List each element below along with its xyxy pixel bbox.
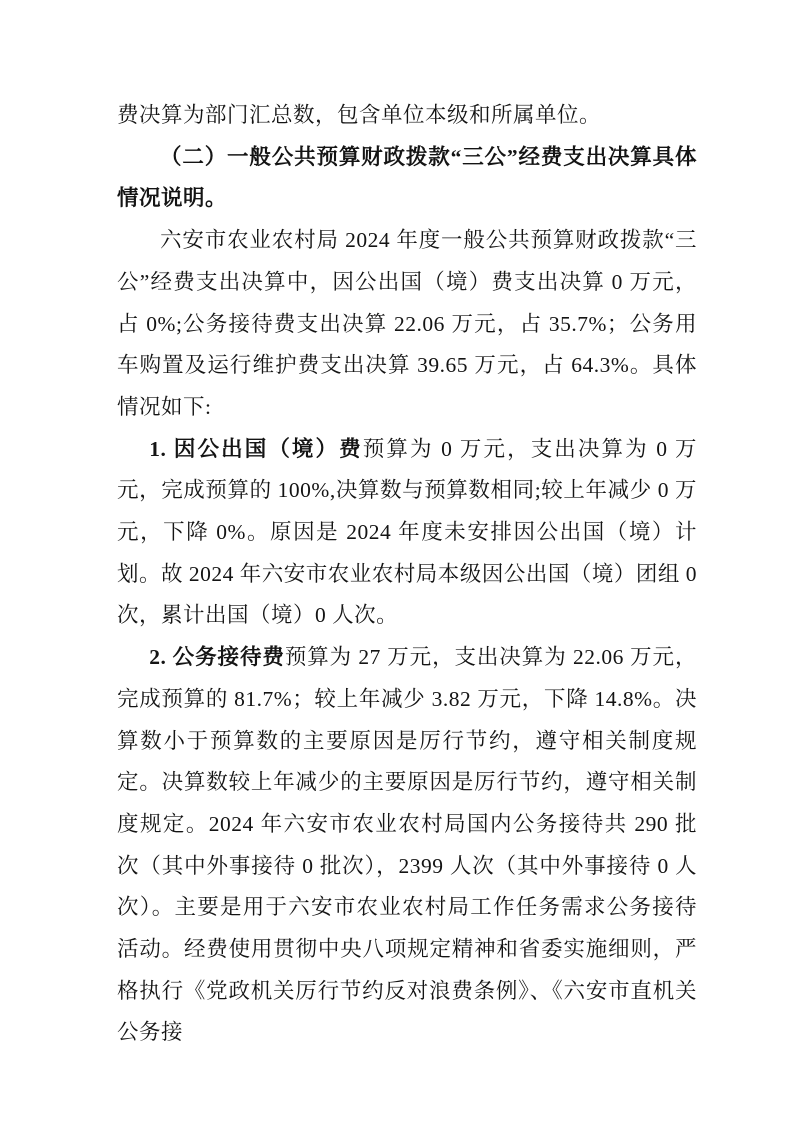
paragraph-text: 费决算为部门汇总数，包含单位本级和所属单位。 bbox=[117, 103, 602, 127]
item-1-label: 1. 因公出国（境）费 bbox=[149, 436, 363, 461]
section-heading-text: （二）一般公共预算财政拨款“三公”经费支出决算具体情况说明。 bbox=[117, 144, 697, 211]
paragraph-item-1 bbox=[117, 429, 697, 638]
section-heading bbox=[117, 137, 697, 220]
document-body bbox=[117, 95, 697, 1054]
paragraph-overview bbox=[117, 220, 697, 429]
item-2-label: 2. 公务接待费 bbox=[149, 645, 285, 670]
paragraph-item-2 bbox=[117, 637, 697, 1054]
paragraph-text: 六安市农业农村局 2024 年度一般公共预算财政拨款“三公”经费支出决算中，因公出国（境）费支出决算 0 万元，占 0%;公务接待费支出决算 22.06 万元，占 35.7%；公务用车购置及运行维护费支出决算 39.65 万元，占 64.3%。具体情况如下: bbox=[117, 228, 697, 419]
paragraph-text: 预算为 27 万元，支出决算为 22.06 万元，完成预算的 81.7%；较上年减少 3.82 万元，下降 14.8%。决算数小于预算数的主要原因是厉行节约，遵守相关制度规定。决算数较上年减少的主要原因是厉行节约，遵守相关制度规定。2024 年六安市农业农村局国内公务接待共 290 批次（其中外事接待 0 批次），2399 人次（其中外事接待 0 人次）。主要是用于六安市农业农村局工作任务需求公务接待活动。经费使用贯彻中央八项规定精神和省委实施细则，严格执行《党政机关厉行节约反对浪费条例》、《六安市直机关公务接 bbox=[117, 645, 697, 1045]
paragraph-text: 预算为 0 万元，支出决算为 0 万元，完成预算的 100%,决算数与预算数相同;较上年减少 0 万元，下降 0%。原因是 2024 年度未安排因公出国（境）计划。故 2024 年六安市农业农村局本级因公出国（境）团组 0 次，累计出国（境）0 人次。 bbox=[117, 436, 697, 628]
paragraph-continuation bbox=[117, 95, 697, 137]
